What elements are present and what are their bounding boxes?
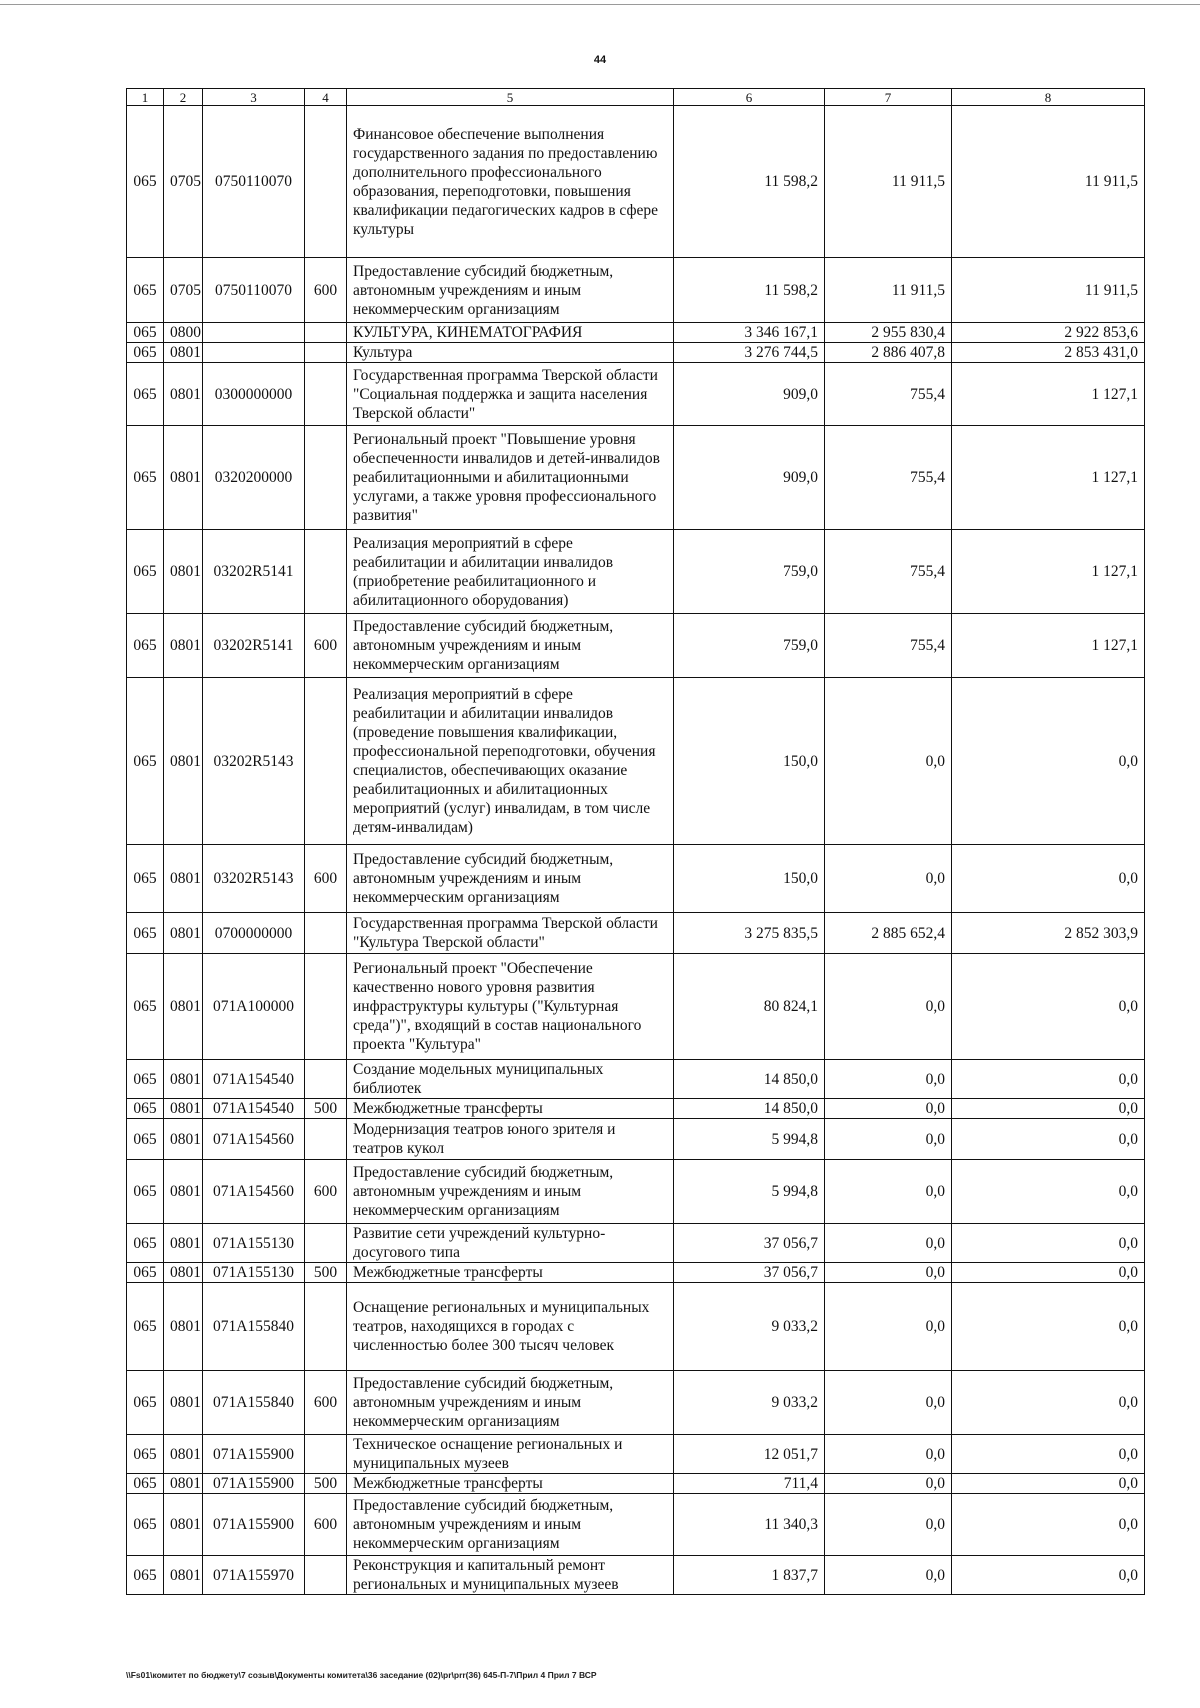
table-row	[127, 1119, 1145, 1160]
table-body	[127, 106, 1145, 1595]
amount-col-6-cell: 80 824,1	[674, 954, 825, 1060]
table-row	[127, 1494, 1145, 1556]
description-cell: Реализация мероприятий в сфере реабилитации и абилитации инвалидов (проведение повышения квалификации, профессиональной переподготовки, обучения специалистов, обеспечивающих оказание реабилитационных и абилитационных мероприятий (услуг) инвалидам, в том числе детям-инвалидам)	[347, 678, 674, 845]
amount-col-8-cell: 0,0	[952, 1494, 1145, 1556]
amount-col-7-cell: 755,4	[825, 363, 952, 426]
section-code-cell: 0801	[164, 678, 203, 845]
ministry-code-cell: 065	[127, 106, 164, 258]
amount-col-6-cell: 14 850,0	[674, 1060, 825, 1099]
amount-col-8-cell: 11 911,5	[952, 106, 1145, 258]
expense-type-cell	[305, 106, 347, 258]
description-cell: Предоставление субсидий бюджетным, автономным учреждениям и иным некоммерческим организациям	[347, 258, 674, 323]
description-cell: Межбюджетные трансферты	[347, 1263, 674, 1283]
description-cell: КУЛЬТУРА, КИНЕМАТОГРАФИЯ	[347, 323, 674, 343]
expense-type-cell	[305, 530, 347, 614]
expense-type-cell	[305, 1224, 347, 1263]
target-article-cell: 071A155900	[203, 1474, 305, 1494]
description-cell: Государственная программа Тверской области "Социальная поддержка и защита населения Тверской области"	[347, 363, 674, 426]
ministry-code-cell: 065	[127, 258, 164, 323]
target-article-cell: 071A154560	[203, 1160, 305, 1224]
amount-col-6-cell: 150,0	[674, 678, 825, 845]
table-row	[127, 954, 1145, 1060]
expense-type-cell	[305, 363, 347, 426]
section-code-cell: 0801	[164, 1224, 203, 1263]
amount-col-8-cell: 0,0	[952, 678, 1145, 845]
target-article-cell: 071A155970	[203, 1556, 305, 1595]
ministry-code-cell: 065	[127, 614, 164, 678]
table-row	[127, 845, 1145, 913]
amount-col-6-cell: 3 276 744,5	[674, 343, 825, 363]
amount-col-7-cell: 0,0	[825, 1119, 952, 1160]
amount-col-6-cell: 150,0	[674, 845, 825, 913]
section-code-cell: 0801	[164, 913, 203, 954]
table-row	[127, 258, 1145, 323]
amount-col-7-cell: 0,0	[825, 1099, 952, 1119]
expense-type-cell: 500	[305, 1474, 347, 1494]
section-code-cell: 0801	[164, 1556, 203, 1595]
amount-col-7-cell: 0,0	[825, 1060, 952, 1099]
target-article-cell: 0700000000	[203, 913, 305, 954]
section-code-cell: 0801	[164, 426, 203, 530]
description-cell: Создание модельных муниципальных библиотек	[347, 1060, 674, 1099]
description-cell: Предоставление субсидий бюджетным, автономным учреждениям и иным некоммерческим организациям	[347, 614, 674, 678]
section-code-cell: 0801	[164, 614, 203, 678]
ministry-code-cell: 065	[127, 363, 164, 426]
target-article-cell: 071A155130	[203, 1263, 305, 1283]
description-cell: Развитие сети учреждений культурно-досугового типа	[347, 1224, 674, 1263]
description-cell: Техническое оснащение региональных и муниципальных музеев	[347, 1435, 674, 1474]
ministry-code-cell: 065	[127, 1556, 164, 1595]
amount-col-8-cell: 0,0	[952, 1263, 1145, 1283]
target-article-cell: 0300000000	[203, 363, 305, 426]
table-row	[127, 614, 1145, 678]
amount-col-8-cell: 0,0	[952, 845, 1145, 913]
table-row	[127, 426, 1145, 530]
target-article-cell: 03202R5143	[203, 845, 305, 913]
amount-col-6-cell: 11 340,3	[674, 1494, 825, 1556]
section-code-cell: 0801	[164, 1494, 203, 1556]
expense-type-cell	[305, 1556, 347, 1595]
amount-col-8-cell: 0,0	[952, 1283, 1145, 1371]
target-article-cell: 071A155840	[203, 1371, 305, 1435]
amount-col-6-cell: 711,4	[674, 1474, 825, 1494]
amount-col-8-cell: 2 853 431,0	[952, 343, 1145, 363]
amount-col-8-cell: 0,0	[952, 1474, 1145, 1494]
table-row	[127, 106, 1145, 258]
amount-col-7-cell: 11 911,5	[825, 106, 952, 258]
table-row	[127, 323, 1145, 343]
description-cell: Реализация мероприятий в сфере реабилитации и абилитации инвалидов (приобретение реабилитационного и абилитационного оборудования)	[347, 530, 674, 614]
section-code-cell: 0801	[164, 1474, 203, 1494]
amount-col-7-cell: 0,0	[825, 1556, 952, 1595]
amount-col-6-cell: 37 056,7	[674, 1263, 825, 1283]
ministry-code-cell: 065	[127, 323, 164, 343]
amount-col-7-cell: 2 886 407,8	[825, 343, 952, 363]
table-row	[127, 1435, 1145, 1474]
expense-type-cell	[305, 323, 347, 343]
section-code-cell: 0801	[164, 343, 203, 363]
ministry-code-cell: 065	[127, 845, 164, 913]
description-cell: Культура	[347, 343, 674, 363]
target-article-cell: 0320200000	[203, 426, 305, 530]
table-row	[127, 1099, 1145, 1119]
amount-col-8-cell: 0,0	[952, 1224, 1145, 1263]
amount-col-6-cell: 9 033,2	[674, 1371, 825, 1435]
ministry-code-cell: 065	[127, 1119, 164, 1160]
table-row	[127, 913, 1145, 954]
section-code-cell: 0801	[164, 1263, 203, 1283]
target-article-cell: 0750110070	[203, 258, 305, 323]
expense-type-cell	[305, 954, 347, 1060]
expense-type-cell: 500	[305, 1099, 347, 1119]
amount-col-8-cell: 0,0	[952, 1371, 1145, 1435]
amount-col-8-cell: 0,0	[952, 954, 1145, 1060]
expense-type-cell	[305, 1060, 347, 1099]
target-article-cell: 071A154560	[203, 1119, 305, 1160]
table-row	[127, 1474, 1145, 1494]
target-article-cell: 071A100000	[203, 954, 305, 1060]
amount-col-8-cell: 0,0	[952, 1556, 1145, 1595]
amount-col-6-cell: 11 598,2	[674, 258, 825, 323]
amount-col-7-cell: 0,0	[825, 1263, 952, 1283]
amount-col-7-cell: 0,0	[825, 1283, 952, 1371]
section-code-cell: 0705	[164, 106, 203, 258]
amount-col-6-cell: 11 598,2	[674, 106, 825, 258]
section-code-cell: 0801	[164, 1060, 203, 1099]
amount-col-6-cell: 909,0	[674, 363, 825, 426]
amount-col-6-cell: 1 837,7	[674, 1556, 825, 1595]
section-code-cell: 0801	[164, 1119, 203, 1160]
amount-col-6-cell: 3 346 167,1	[674, 323, 825, 343]
description-cell: Межбюджетные трансферты	[347, 1474, 674, 1494]
header-col-6: 6	[674, 89, 825, 106]
description-cell: Государственная программа Тверской области "Культура Тверской области"	[347, 913, 674, 954]
amount-col-8-cell: 0,0	[952, 1435, 1145, 1474]
expense-type-cell	[305, 426, 347, 530]
target-article-cell: 071A155900	[203, 1494, 305, 1556]
section-code-cell: 0801	[164, 530, 203, 614]
target-article-cell: 071A155840	[203, 1283, 305, 1371]
ministry-code-cell: 065	[127, 1099, 164, 1119]
description-cell: Региональный проект "Повышение уровня обеспеченности инвалидов и детей-инвалидов реабилитационными и абилитационными услугами, а также уровня профессионального развития"	[347, 426, 674, 530]
amount-col-8-cell: 0,0	[952, 1119, 1145, 1160]
target-article-cell: 0750110070	[203, 106, 305, 258]
table-row	[127, 363, 1145, 426]
target-article-cell: 071A155130	[203, 1224, 305, 1263]
expense-type-cell	[305, 678, 347, 845]
section-code-cell: 0801	[164, 954, 203, 1060]
footer-file-path: \\Fs01\комитет по бюджету\7 созыв\Документы комитета\36 заседание (02)\pr\prr(36) 645-П-7\Прил 4 Прил 7 ВСР	[126, 1670, 597, 1680]
ministry-code-cell: 065	[127, 1160, 164, 1224]
ministry-code-cell: 065	[127, 1474, 164, 1494]
expense-type-cell	[305, 913, 347, 954]
amount-col-8-cell: 1 127,1	[952, 530, 1145, 614]
target-article-cell: 03202R5141	[203, 614, 305, 678]
amount-col-7-cell: 0,0	[825, 678, 952, 845]
target-article-cell: 071A154540	[203, 1060, 305, 1099]
expense-type-cell: 500	[305, 1263, 347, 1283]
expense-type-cell: 600	[305, 258, 347, 323]
amount-col-6-cell: 12 051,7	[674, 1435, 825, 1474]
section-code-cell: 0801	[164, 1099, 203, 1119]
amount-col-8-cell: 2 922 853,6	[952, 323, 1145, 343]
amount-col-7-cell: 755,4	[825, 530, 952, 614]
amount-col-6-cell: 37 056,7	[674, 1224, 825, 1263]
table-row	[127, 1263, 1145, 1283]
amount-col-6-cell: 909,0	[674, 426, 825, 530]
header-col-5: 5	[347, 89, 674, 106]
amount-col-8-cell: 11 911,5	[952, 258, 1145, 323]
target-article-cell: 03202R5141	[203, 530, 305, 614]
ministry-code-cell: 065	[127, 913, 164, 954]
amount-col-8-cell: 1 127,1	[952, 614, 1145, 678]
description-cell: Региональный проект "Обеспечение качественно нового уровня развития инфраструктуры культуры ("Культурная среда")", входящий в состав национального проекта "Культура"	[347, 954, 674, 1060]
amount-col-7-cell: 0,0	[825, 845, 952, 913]
amount-col-7-cell: 755,4	[825, 426, 952, 530]
expense-type-cell: 600	[305, 1160, 347, 1224]
target-article-cell: 071A154540	[203, 1099, 305, 1119]
top-rule	[0, 4, 1200, 5]
table-row	[127, 343, 1145, 363]
ministry-code-cell: 065	[127, 1435, 164, 1474]
target-article-cell	[203, 343, 305, 363]
ministry-code-cell: 065	[127, 954, 164, 1060]
ministry-code-cell: 065	[127, 678, 164, 845]
ministry-code-cell: 065	[127, 1060, 164, 1099]
amount-col-8-cell: 1 127,1	[952, 426, 1145, 530]
expense-type-cell: 600	[305, 845, 347, 913]
amount-col-7-cell: 2 955 830,4	[825, 323, 952, 343]
amount-col-8-cell: 0,0	[952, 1099, 1145, 1119]
section-code-cell: 0705	[164, 258, 203, 323]
description-cell: Оснащение региональных и муниципальных театров, находящихся в городах с численностью более 300 тысяч человек	[347, 1283, 674, 1371]
amount-col-7-cell: 0,0	[825, 1160, 952, 1224]
table-row	[127, 1060, 1145, 1099]
amount-col-6-cell: 9 033,2	[674, 1283, 825, 1371]
amount-col-6-cell: 14 850,0	[674, 1099, 825, 1119]
ministry-code-cell: 065	[127, 1263, 164, 1283]
amount-col-7-cell: 2 885 652,4	[825, 913, 952, 954]
header-col-8: 8	[952, 89, 1145, 106]
expense-type-cell	[305, 1283, 347, 1371]
expense-type-cell	[305, 343, 347, 363]
table-row	[127, 1224, 1145, 1263]
description-cell: Предоставление субсидий бюджетным, автономным учреждениям и иным некоммерческим организациям	[347, 1494, 674, 1556]
description-cell: Модернизация театров юного зрителя и театров кукол	[347, 1119, 674, 1160]
amount-col-7-cell: 0,0	[825, 1371, 952, 1435]
amount-col-6-cell: 759,0	[674, 530, 825, 614]
amount-col-7-cell: 0,0	[825, 1494, 952, 1556]
description-cell: Реконструкция и капитальный ремонт региональных и муниципальных музеев	[347, 1556, 674, 1595]
table-row	[127, 1160, 1145, 1224]
ministry-code-cell: 065	[127, 1494, 164, 1556]
expense-type-cell: 600	[305, 1494, 347, 1556]
amount-col-7-cell: 0,0	[825, 1474, 952, 1494]
header-col-7: 7	[825, 89, 952, 106]
section-code-cell: 0801	[164, 363, 203, 426]
budget-table	[126, 88, 1145, 1595]
amount-col-8-cell: 0,0	[952, 1060, 1145, 1099]
target-article-cell: 03202R5143	[203, 678, 305, 845]
amount-col-8-cell: 1 127,1	[952, 363, 1145, 426]
amount-col-7-cell: 0,0	[825, 954, 952, 1060]
expense-type-cell	[305, 1119, 347, 1160]
amount-col-7-cell: 0,0	[825, 1224, 952, 1263]
target-article-cell	[203, 323, 305, 343]
section-code-cell: 0801	[164, 1160, 203, 1224]
amount-col-8-cell: 0,0	[952, 1160, 1145, 1224]
section-code-cell: 0800	[164, 323, 203, 343]
table-row	[127, 1283, 1145, 1371]
amount-col-8-cell: 2 852 303,9	[952, 913, 1145, 954]
expense-type-cell	[305, 1435, 347, 1474]
table-row	[127, 678, 1145, 845]
amount-col-6-cell: 3 275 835,5	[674, 913, 825, 954]
table-row	[127, 1371, 1145, 1435]
header-row	[127, 89, 1145, 106]
section-code-cell: 0801	[164, 1435, 203, 1474]
section-code-cell: 0801	[164, 1283, 203, 1371]
header-col-1: 1	[127, 89, 164, 106]
header-col-3: 3	[203, 89, 305, 106]
ministry-code-cell: 065	[127, 530, 164, 614]
header-col-2: 2	[164, 89, 203, 106]
ministry-code-cell: 065	[127, 343, 164, 363]
table-row	[127, 1556, 1145, 1595]
amount-col-6-cell: 5 994,8	[674, 1160, 825, 1224]
table-header	[127, 89, 1145, 106]
amount-col-7-cell: 755,4	[825, 614, 952, 678]
amount-col-7-cell: 11 911,5	[825, 258, 952, 323]
header-col-4: 4	[305, 89, 347, 106]
expense-type-cell: 600	[305, 614, 347, 678]
description-cell: Предоставление субсидий бюджетным, автономным учреждениям и иным некоммерческим организациям	[347, 845, 674, 913]
table-row	[127, 530, 1145, 614]
section-code-cell: 0801	[164, 1371, 203, 1435]
section-code-cell: 0801	[164, 845, 203, 913]
description-cell: Финансовое обеспечение выполнения государственного задания по предоставлению дополнительного профессионального образования, переподготовки, повышения квалификации педагогических кадров в сфере культуры	[347, 106, 674, 258]
amount-col-6-cell: 759,0	[674, 614, 825, 678]
description-cell: Предоставление субсидий бюджетным, автономным учреждениям и иным некоммерческим организациям	[347, 1160, 674, 1224]
amount-col-6-cell: 5 994,8	[674, 1119, 825, 1160]
page-number: 44	[593, 54, 607, 66]
target-article-cell: 071A155900	[203, 1435, 305, 1474]
expense-type-cell: 600	[305, 1371, 347, 1435]
ministry-code-cell: 065	[127, 1224, 164, 1263]
amount-col-7-cell: 0,0	[825, 1435, 952, 1474]
description-cell: Предоставление субсидий бюджетным, автономным учреждениям и иным некоммерческим организациям	[347, 1371, 674, 1435]
description-cell: Межбюджетные трансферты	[347, 1099, 674, 1119]
ministry-code-cell: 065	[127, 426, 164, 530]
ministry-code-cell: 065	[127, 1371, 164, 1435]
ministry-code-cell: 065	[127, 1283, 164, 1371]
